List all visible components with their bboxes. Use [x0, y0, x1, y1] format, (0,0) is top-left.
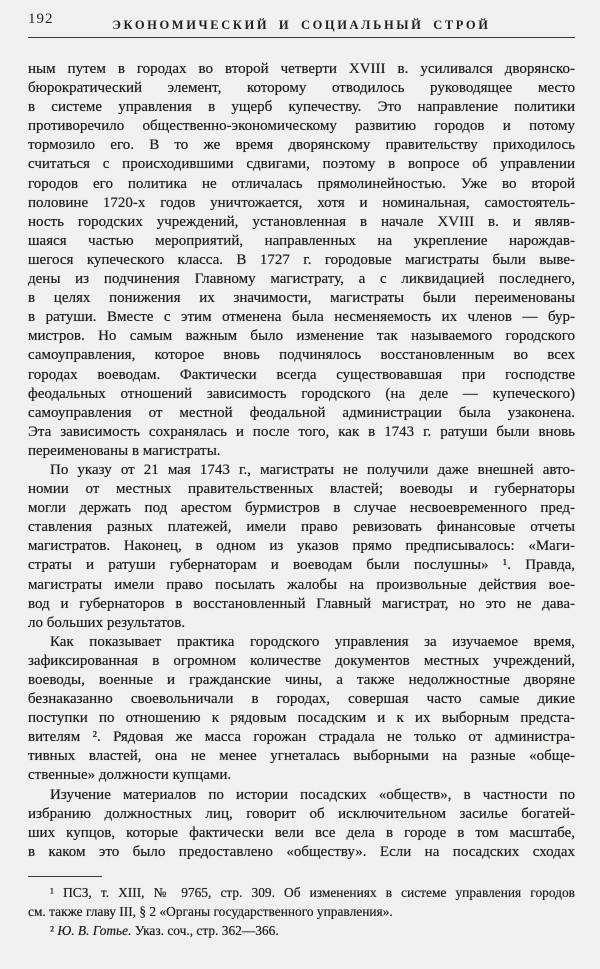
page-content — [28, 0, 575, 940]
text-line: в системе управления в ущерб купечеству. Это направление политики — [28, 99, 575, 116]
footnote-2 — [28, 921, 575, 940]
paragraph — [28, 883, 575, 921]
footnote-separator — [28, 876, 102, 877]
text-line: могли держать под арестом бурмистров в случае несвоевременного пред- — [28, 500, 575, 517]
text-line: шаяся частью мероприятий, направленных на укрепление нарождав- — [28, 232, 575, 249]
text-line: ло больших результатов. — [28, 614, 186, 631]
text-line: в ратуши. Вместе с этим отменена была несменяемость их членов — бур- — [28, 309, 575, 326]
text-line: ставления разных платежей, имели право ревизовать финансовые отчеты — [28, 519, 575, 536]
text-line: тормозило его. В то же время дворянскому правительству приходилось — [28, 137, 575, 154]
paragraph — [28, 633, 575, 786]
text-line: Изучение материалов по истории посадских «обществ», в частности по — [50, 786, 575, 803]
text-line: страты и ратуши губернаторам и воеводам были послушны» ¹. Правда, — [28, 557, 575, 574]
text-line: вод и губернаторов в восстановленный Главный магистрат, но это не дава- — [28, 595, 575, 612]
text-line: феодальных отношений зависимость городского (на деле — купеческого) — [28, 385, 575, 402]
text-line: По указу от 21 мая 1743 г., магистраты не получили даже внешней авто- — [50, 461, 575, 478]
paragraph — [28, 786, 575, 862]
text-line: избранию должностных лиц, говорит об исключительном засилье богатей- — [28, 805, 575, 822]
text-line: см. также главу III, § 2 «Органы государственного управления». — [28, 903, 393, 919]
text-line: воеводы, военные и гражданские чины, а также недолжностные дворяне — [28, 672, 575, 688]
footnote-text: Указ. соч., стр. 362—366. — [134, 922, 279, 938]
text-line: ших купцов, которые фактически вели все дела в городе в том масштабе, — [28, 824, 575, 841]
paragraph — [28, 60, 575, 461]
text-line: бюрократический элемент, которому отводилось руководящее место — [28, 80, 575, 97]
text-line: вителям ². Рядовая же масса горожан страдала не только от администра- — [28, 729, 575, 746]
text-line: номии от местных правительственных властей; воеводы и губернаторы — [28, 481, 575, 498]
text-line: Эта зависимость сохранялась и после того, как в 1743 г. ратуши были вновь — [28, 423, 575, 440]
text-line: дены из подчинения Главному магистрату, а с ликвидацией последнего, — [28, 271, 575, 288]
running-head — [28, 0, 575, 43]
text-line: в целях понижения их значимости, магистраты были переименованы — [28, 290, 575, 307]
header-rule — [28, 37, 575, 38]
text-line: городов его политика не отличалась прямолинейностью. Уже во второй — [28, 175, 575, 192]
text-line: магистраты имели право посылать жалобы на произвольные действия вое- — [28, 576, 575, 593]
text-line: считаться с происходившими сдвигами, поэтому в вопросе об управлении — [28, 156, 575, 173]
text-line: ¹ ПСЗ, т. XIII, № 9765, стр. 309. Об изменениях в системе управления городов — [50, 884, 575, 900]
text-line: тивных властей, она не менее угнеталась выборными на разные «обще- — [28, 748, 575, 765]
text-line: ным путем в городах во второй четверти XVIII в. усиливался дворянско- — [28, 61, 575, 77]
text-line: Как показывает практика городского управления за изучаемое время, — [50, 633, 575, 650]
footnote-1 — [28, 883, 575, 921]
text-line: в каком это было предоставлено «обществу». Если на посадских сходах — [28, 843, 575, 860]
text-line: самоуправления от местной феодальной администрации была узаконена. — [28, 404, 575, 421]
text-line: противоречило общественно-экономическому развитию городов и потому — [28, 118, 575, 135]
text-line: ственные» должности купцами. — [28, 767, 232, 784]
footnotes — [28, 883, 575, 940]
text-line: безнаказанно своевольничали в городах, совершая часто самые дикие — [28, 691, 575, 708]
paragraph — [28, 461, 575, 633]
body-text — [28, 60, 575, 862]
running-title: ЭКОНОМИЧЕСКИЙ И СОЦИАЛЬНЫЙ СТРОЙ — [112, 18, 491, 32]
text-line: магистратов. Наконец, в одном из указов прямо предписывалось: «Маги- — [28, 538, 575, 555]
footnote-author: Ю. В. Готье. — [57, 922, 132, 938]
text-line: мистров. Но самым важным было изменение так называемого городского — [28, 328, 575, 345]
text-line: зафиксированная в огромном количестве документов местных учреждений, — [28, 652, 575, 669]
text-line: шегося купеческого класса. В 1727 г. городовые магистраты были выве- — [28, 251, 575, 268]
text-line: поступки по отношению к рядовым посадским и к их выборным предста- — [28, 710, 575, 727]
text-line: переименованы в магистраты. — [28, 442, 221, 459]
footnote-marker: ² — [50, 922, 55, 938]
text-line: самоуправления, которое вновь подчинялось восстановленным во всех — [28, 347, 575, 364]
text-line: городах воеводам. Фактически всегда существовавшая при господстве — [28, 366, 575, 383]
page-number: 192 — [28, 11, 54, 27]
text-line: ность городских учреждений, установленная в начале XVIII в. и являв- — [28, 213, 575, 230]
text-line: половине 1720-х годов уничтожается, хотя и номинальная, самостоятель- — [28, 194, 575, 211]
